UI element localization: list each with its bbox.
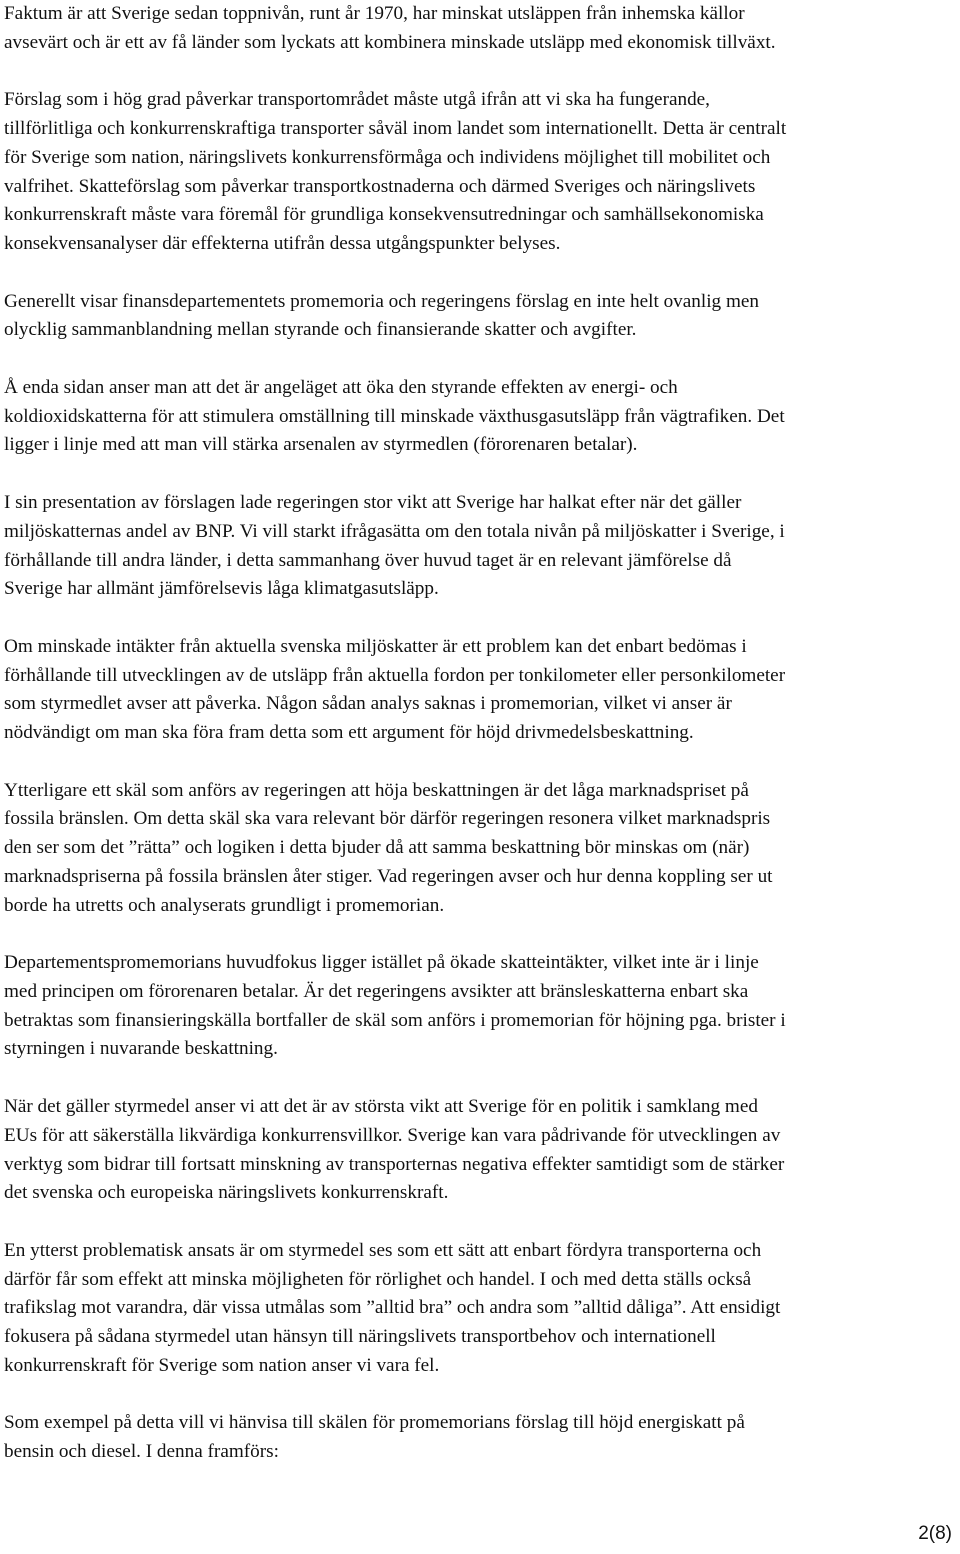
text-line: miljöskatternas andel av BNP. Vi vill starkt ifrågasätta om den totala nivån på miljöskatter i Sverige, i xyxy=(4,520,785,542)
body-paragraph xyxy=(4,1409,956,1466)
text-line: Departementspromemorians huvudfokus ligger istället på ökade skatteintäkter, vilket inte är i linje xyxy=(4,952,759,974)
paragraph-gap xyxy=(4,1208,956,1237)
text-line: Om minskade intäkter från aktuella svenska miljöskatter är ett problem kan det enbart bedömas i xyxy=(4,635,747,657)
text-line: det svenska och europeiska näringslivets konkurrenskraft. xyxy=(4,1182,449,1204)
text-line: Sverige har allmänt jämförelsevis låga klimatgasutsläpp. xyxy=(4,578,439,600)
paragraph-gap xyxy=(4,57,956,86)
text-line: borde ha utretts och analyserats grundligt i promemorian. xyxy=(4,894,445,916)
text-line: som styrmedlet avser att påverka. Någon sådan analys saknas i promemorian, vilket vi anser är xyxy=(4,693,732,715)
text-line: därför får som effekt att minska möjligheten för rörlighet och handel. I och med detta ställs också xyxy=(4,1268,752,1290)
text-line: fokusera på sådana styrmedel utan hänsyn till näringslivets transportbehov och internationell xyxy=(4,1326,716,1348)
text-line: Ytterligare ett skäl som anförs av regeringen att höja beskattningen är det låga marknadspriset på xyxy=(4,779,749,801)
paragraph-gap xyxy=(4,345,956,374)
body-paragraph xyxy=(4,633,956,748)
paragraph-gap xyxy=(4,748,956,777)
document-page xyxy=(4,0,956,1467)
text-line: valfrihet. Skatteförslag som påverkar transportkostnaderna och därmed Sveriges och näringslivets xyxy=(4,175,756,197)
text-line: för Sverige som nation, näringslivets konkurrensförmåga och individens möjlighet till mobilitet och xyxy=(4,146,771,168)
text-line: verktyg som bidrar till fortsatt minskning av transporternas negativa effekter samtidigt som de stärker xyxy=(4,1153,785,1175)
text-line: styrningen i nuvarande beskattning. xyxy=(4,1038,278,1060)
text-line: EUs för att säkerställa likvärdiga konkurrensvillkor. Sverige kan vara pådrivande för utvecklingen av xyxy=(4,1124,781,1146)
text-line: ligger i linje med att man vill stärka arsenalen av styrmedlen (förorenaren betalar). xyxy=(4,434,638,456)
text-line: betraktas som finansieringskälla bortfaller de skäl som anförs i promemorian för höjning pga. brister i xyxy=(4,1009,786,1031)
text-line: Generellt visar finansdepartementets promemoria och regeringens förslag en inte helt ovanlig men xyxy=(4,290,759,312)
text-line: Å enda sidan anser man att det är angeläget att öka den styrande effekten av energi- och xyxy=(4,377,678,399)
text-line: När det gäller styrmedel anser vi att det är av största vikt att Sverige för en politik i samklang med xyxy=(4,1096,758,1118)
text-line: med principen om förorenaren betalar. Är det regeringens avsikter att bränsleskatterna enbart ska xyxy=(4,980,749,1002)
text-line: En ytterst problematisk ansats är om styrmedel ses som ett sätt att enbart fördyra transporterna och xyxy=(4,1239,762,1261)
text-line: konsekvensanalyser där effekterna utifrån dessa utgångspunkter belyses. xyxy=(4,232,561,254)
text-line: konkurrenskraft för Sverige som nation anser vi vara fel. xyxy=(4,1354,440,1376)
text-line: avsevärt och är ett av få länder som lyckats att kombinera minskade utsläpp med ekonomisk tillväxt. xyxy=(4,31,776,53)
body-paragraph xyxy=(4,0,956,57)
text-line: konkurrenskraft måste vara föremål för grundliga konsekvensutredningar och samhällsekonomiska xyxy=(4,204,764,226)
text-line: fossila bränslen. Om detta skäl ska vara relevant bör därför regeringen resonera vilket marknadspris xyxy=(4,808,771,830)
body-paragraph xyxy=(4,374,956,460)
paragraph-gap xyxy=(4,1064,956,1093)
text-line: koldioxidskatterna för att stimulera omställning till minskade växthusgasutsläpp från vägtrafiken. Det xyxy=(4,405,785,427)
paragraph-gap xyxy=(4,460,956,489)
text-line: förhållande till utvecklingen av de utsläpp från aktuella fordon per tonkilometer eller personkilometer xyxy=(4,664,786,686)
body-paragraph xyxy=(4,489,956,604)
text-line: trafikslag mot varandra, där vissa utmålas som ”alltid bra” och andra som ”alltid dåliga”. Att ensidigt xyxy=(4,1297,781,1319)
text-line: nödvändigt om man ska föra fram detta som ett argument för höjd drivmedelsbeskattning. xyxy=(4,722,694,744)
paragraph-gap xyxy=(4,1380,956,1409)
text-line: olycklig sammanblandning mellan styrande och finansierande skatter och avgifter. xyxy=(4,319,637,341)
body-paragraph xyxy=(4,1093,956,1208)
paragraph-gap xyxy=(4,259,956,288)
paragraph-gap xyxy=(4,604,956,633)
body-paragraph xyxy=(4,1237,956,1381)
paragraph-gap xyxy=(4,920,956,949)
page-number: 2(8) xyxy=(918,1523,952,1544)
text-line: Faktum är att Sverige sedan toppnivån, runt år 1970, har minskat utsläppen från inhemska källor xyxy=(4,3,745,24)
text-line: tillförlitliga och konkurrenskraftiga transporter såväl inom landet som internationellt. Detta är centralt xyxy=(4,118,787,140)
body-paragraph xyxy=(4,86,956,258)
body-paragraph xyxy=(4,949,956,1064)
text-line: marknadspriserna på fossila bränslen åter stiger. Vad regeringen avser och hur denna koppling ser ut xyxy=(4,865,773,887)
text-line: förhållande till andra länder, i detta sammanhang över huvud taget är en relevant jämförelse då xyxy=(4,549,732,571)
body-paragraph xyxy=(4,288,956,345)
text-line: Som exempel på detta vill vi hänvisa till skälen för promemorians förslag till höjd energiskatt på xyxy=(4,1412,745,1434)
text-line: den ser som det ”rätta” och logiken i detta bjuder då att samma beskattning bör minskas om (när) xyxy=(4,837,750,859)
text-line: bensin och diesel. I denna framförs: xyxy=(4,1441,279,1463)
text-line: I sin presentation av förslagen lade regeringen stor vikt att Sverige har halkat efter när det gäller xyxy=(4,492,742,514)
body-paragraph xyxy=(4,777,956,921)
text-line: Förslag som i hög grad påverkar transportområdet måste utgå ifrån att vi ska ha fungerande, xyxy=(4,89,710,111)
